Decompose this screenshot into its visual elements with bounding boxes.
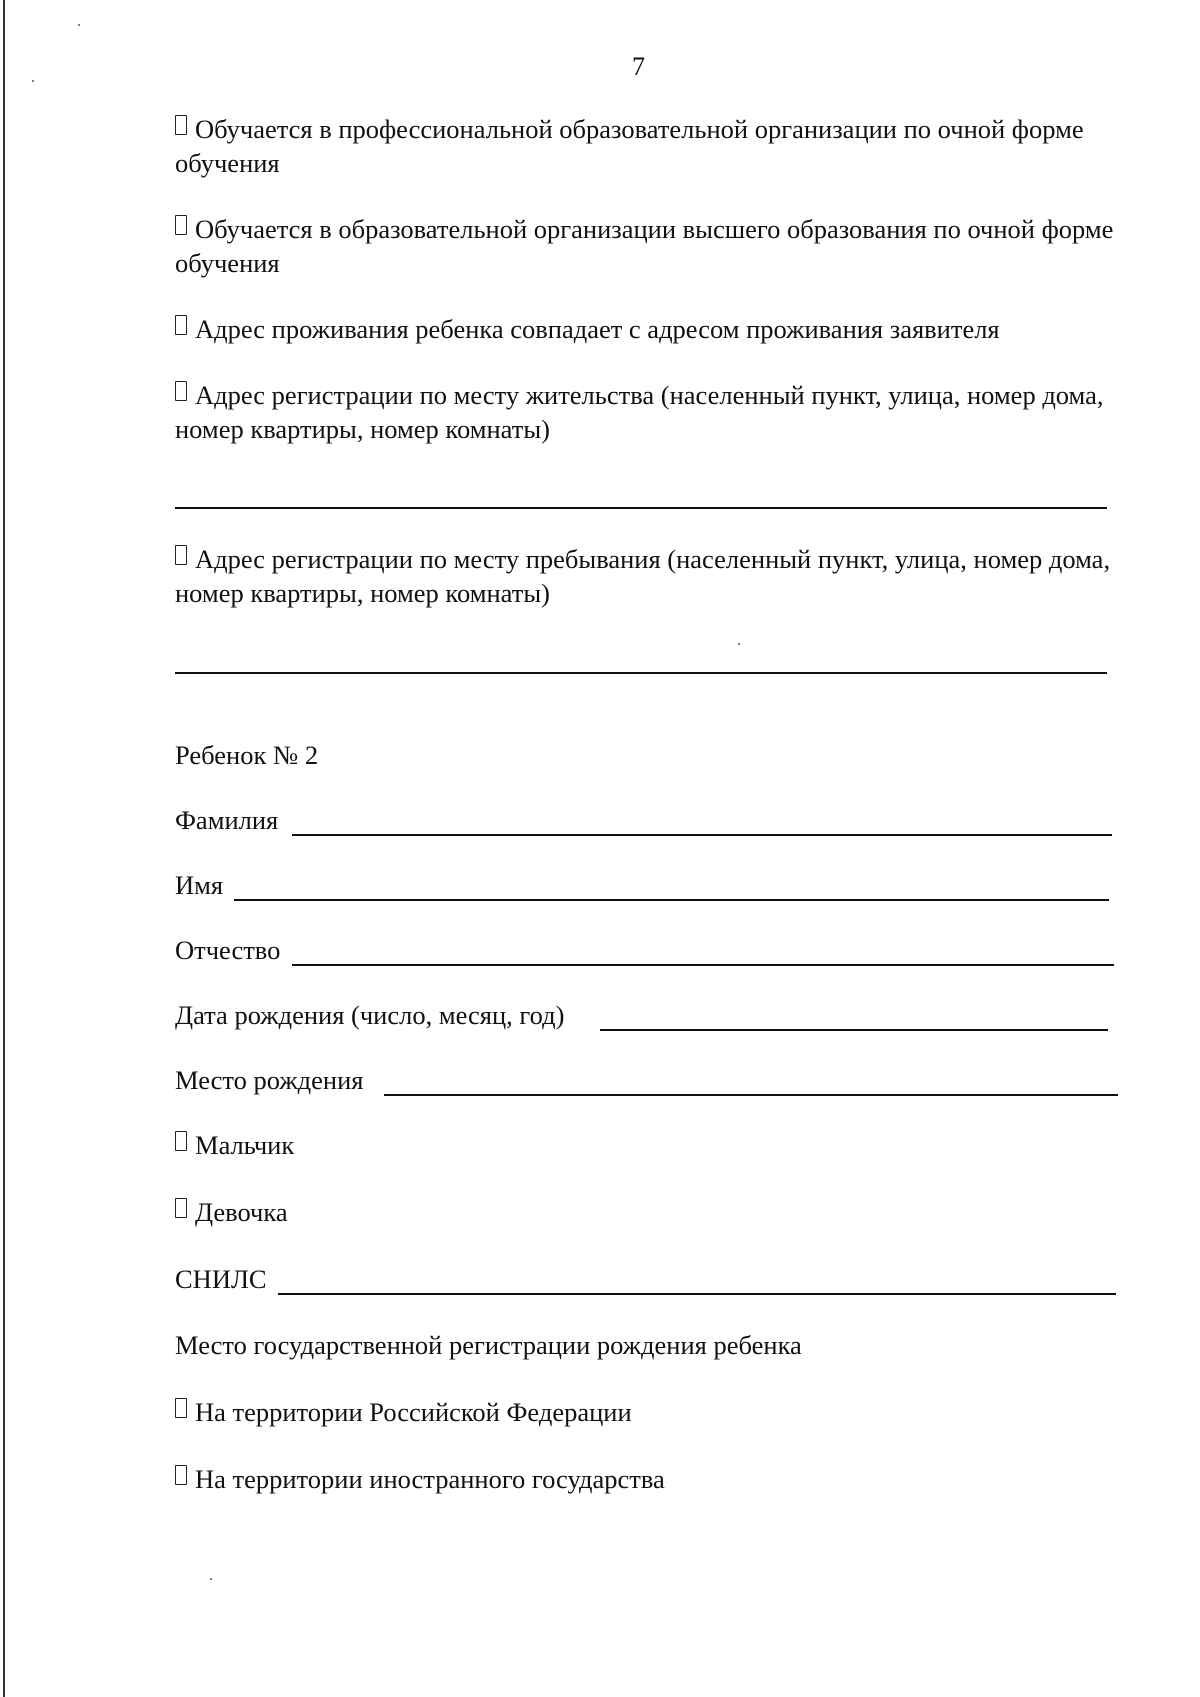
checkbox-empty[interactable]: [175, 381, 187, 401]
checkbox-empty[interactable]: [175, 315, 187, 335]
surname-label: Фамилия: [175, 805, 279, 835]
snils-label: СНИЛС: [175, 1264, 267, 1294]
checkbox-empty[interactable]: [175, 1131, 187, 1151]
stay-address-line[interactable]: [175, 672, 1107, 674]
option-label: Адрес регистрации по месту пребывания (населенный пункт, улица, номер дома, номер квартиры, номер комнаты): [175, 544, 1111, 608]
snils-field[interactable]: [278, 1293, 1116, 1295]
option-label: Адрес проживания ребенка совпадает с адресом проживания заявителя: [195, 314, 1000, 344]
option-address-same-as-applicant: [175, 312, 1120, 346]
scan-speck: [78, 24, 80, 26]
name-field[interactable]: [234, 899, 1109, 901]
option-vocational-fulltime: [175, 112, 1120, 180]
checkbox-empty[interactable]: [175, 1465, 187, 1485]
scan-speck: [210, 1578, 212, 1580]
residence-address-line[interactable]: [175, 507, 1107, 509]
option-label: Адрес регистрации по месту жительства (населенный пункт, улица, номер дома, номер квартиры, номер комнаты): [175, 380, 1104, 444]
checkbox-empty[interactable]: [175, 1398, 187, 1418]
scan-speck: [738, 643, 740, 645]
option-boy: [175, 1128, 1120, 1162]
birthdate-field[interactable]: [600, 1029, 1108, 1031]
patronymic-field[interactable]: [292, 964, 1114, 966]
option-label: Девочка: [195, 1197, 288, 1227]
option-label: Обучается в образовательной организации высшего образования по очной форме обучения: [175, 214, 1114, 278]
checkbox-empty[interactable]: [175, 1198, 187, 1218]
registration-heading: Место государственной регистрации рождения ребенка: [175, 1330, 802, 1360]
option-registration-russia: [175, 1395, 1120, 1429]
option-stay-registration-address: [175, 542, 1120, 610]
option-label: На территории Российской Федерации: [195, 1397, 632, 1427]
checkbox-empty[interactable]: [175, 115, 187, 135]
birthdate-label: Дата рождения (число, месяц, год): [175, 1000, 565, 1030]
option-girl: [175, 1195, 1120, 1229]
option-label: Обучается в профессиональной образовательной организации по очной форме обучения: [175, 114, 1084, 178]
child2-heading: Ребенок № 2: [175, 740, 319, 770]
scan-speck: [32, 80, 34, 82]
option-label: На территории иностранного государства: [195, 1464, 665, 1494]
birthplace-field[interactable]: [384, 1094, 1118, 1096]
birthplace-label: Место рождения: [175, 1065, 364, 1095]
checkbox-empty[interactable]: [175, 545, 187, 565]
option-higher-ed-fulltime: [175, 212, 1120, 280]
option-residence-registration-address: [175, 378, 1120, 446]
patronymic-label: Отчество: [175, 935, 281, 965]
checkbox-empty[interactable]: [175, 215, 187, 235]
option-label: Мальчик: [195, 1130, 295, 1160]
option-registration-foreign: [175, 1462, 1120, 1496]
scan-left-edge: [3, 0, 5, 1697]
surname-field[interactable]: [292, 834, 1112, 836]
name-label: Имя: [175, 870, 224, 900]
page-number: 7: [632, 52, 645, 81]
